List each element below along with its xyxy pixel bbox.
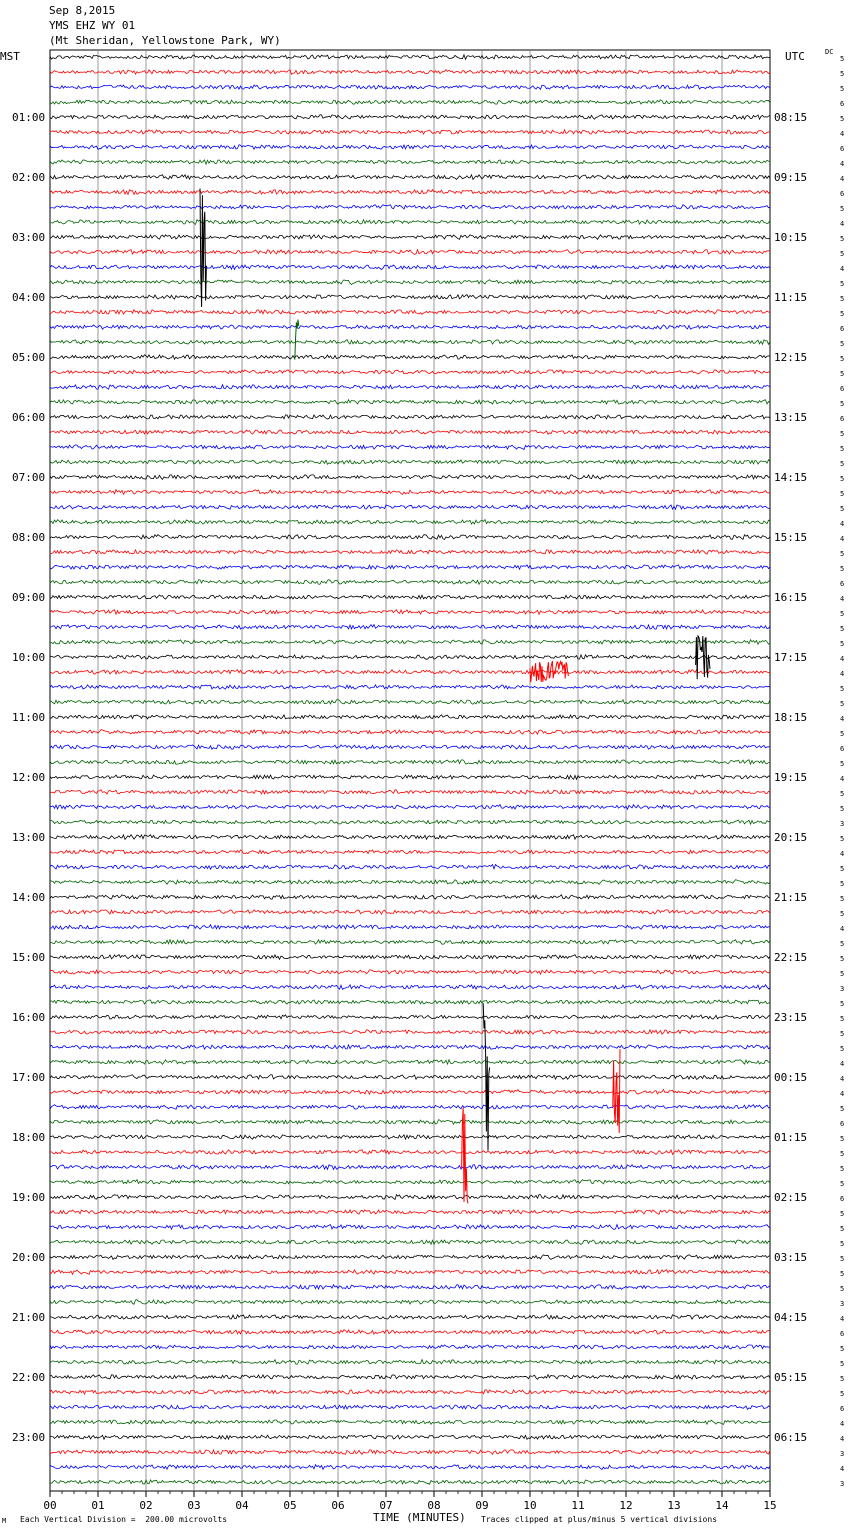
mst-hour-label: 08:00: [12, 531, 46, 544]
trace-row: [50, 1420, 770, 1425]
trace-row: [50, 385, 770, 390]
trace-row: [50, 85, 770, 89]
dc-value: 4: [840, 1435, 845, 1443]
mst-hour-label: 09:00: [12, 591, 46, 604]
trace-row: [50, 1465, 770, 1470]
dc-value: 5: [840, 505, 845, 513]
trace-row: [50, 1405, 770, 1409]
x-tick-label: 09: [475, 1499, 489, 1512]
mst-hour-label: 06:00: [12, 411, 46, 424]
utc-hour-label: 16:15: [774, 591, 808, 604]
trace-row: [50, 610, 770, 615]
trace-row: [50, 1300, 770, 1305]
dc-value: 5: [840, 955, 845, 963]
utc-label: UTC: [785, 50, 805, 63]
utc-hour-label: 23:15: [774, 1011, 808, 1024]
trace-row: [50, 1375, 770, 1380]
trace-row: [50, 175, 770, 180]
dc-value: 5: [840, 730, 845, 738]
utc-hour-label: 21:15: [774, 891, 808, 904]
mst-hour-label: 12:00: [12, 771, 46, 784]
trace-row: [50, 1285, 770, 1290]
dc-value: 5: [840, 295, 845, 303]
dc-value: 6: [840, 1405, 845, 1413]
mst-hour-label: 07:00: [12, 471, 46, 484]
dc-value: 5: [840, 1225, 845, 1233]
trace-row: [50, 1030, 770, 1034]
x-tick-label: 11: [571, 1499, 585, 1512]
mst-hour-label: 02:00: [12, 171, 46, 184]
trace-row: [50, 1105, 770, 1110]
x-tick-label: 08: [427, 1499, 441, 1512]
trace-row: [50, 580, 770, 585]
trace-row: [50, 250, 770, 255]
dc-value: 4: [840, 265, 845, 273]
dc-value: 5: [840, 460, 845, 468]
x-tick-label: 14: [715, 1499, 729, 1512]
mst-hour-label: 23:00: [12, 1431, 46, 1444]
trace-row: [50, 595, 770, 599]
x-tick-label: 02: [139, 1499, 153, 1512]
mst-hour-label: 10:00: [12, 651, 46, 664]
mst-hour-label: 04:00: [12, 291, 46, 304]
dc-value: 5: [840, 625, 845, 633]
dc-value: 5: [840, 1255, 845, 1263]
dc-value: 5: [840, 400, 845, 408]
trace-row: [50, 145, 770, 150]
trace-row: [50, 1330, 770, 1334]
mst-label: MST: [0, 50, 20, 63]
mst-hour-label: 21:00: [12, 1311, 46, 1324]
dc-value: 5: [840, 370, 845, 378]
trace-row: [50, 1135, 770, 1139]
dc-value: 5: [840, 790, 845, 798]
mst-hour-label: 19:00: [12, 1191, 46, 1204]
utc-hour-label: 15:15: [774, 531, 808, 544]
dc-value: 5: [840, 310, 845, 318]
dc-value: 5: [840, 280, 845, 288]
dc-value: 3: [840, 820, 845, 828]
dc-value: 4: [840, 1420, 845, 1428]
trace-row: [50, 1480, 770, 1484]
scale-note: Each Vertical Division = 200.00 microvolts: [20, 1515, 228, 1524]
dc-value: 4: [840, 220, 845, 228]
trace-row: [50, 1435, 770, 1440]
trace-row: [50, 955, 770, 960]
dc-value: 6: [840, 1195, 845, 1203]
dc-value: 5: [840, 85, 845, 93]
utc-hour-label: 04:15: [774, 1311, 808, 1324]
dc-value: 5: [840, 970, 845, 978]
trace-row: [50, 970, 770, 974]
trace-row: [50, 190, 770, 195]
dc-value: 6: [840, 1330, 845, 1338]
dc-value: 5: [840, 1375, 845, 1383]
trace-row: [50, 115, 770, 120]
dc-value: 4: [840, 925, 845, 933]
x-tick-label: 01: [91, 1499, 105, 1512]
dc-value: 5: [840, 490, 845, 498]
trace-row: [50, 1210, 770, 1215]
dc-value: 3: [840, 1480, 845, 1488]
trace-row: [50, 1360, 770, 1365]
dc-value: 5: [840, 1015, 845, 1023]
dc-value: 4: [840, 655, 845, 663]
dc-value: 4: [840, 160, 845, 168]
mst-hour-label: 14:00: [12, 891, 46, 904]
trace-row: [50, 1240, 770, 1244]
trace-row: [50, 490, 770, 495]
utc-hour-label: 06:15: [774, 1431, 808, 1444]
dc-value: 5: [840, 430, 845, 438]
trace-row: [50, 730, 770, 735]
dc-value: 3: [840, 985, 845, 993]
mst-hour-label: 13:00: [12, 831, 46, 844]
dc-value: 5: [840, 70, 845, 78]
mst-hour-label: 17:00: [12, 1071, 46, 1084]
dc-value: 5: [840, 910, 845, 918]
utc-hour-label: 03:15: [774, 1251, 808, 1264]
trace-row: [50, 835, 770, 840]
mst-hour-label: 11:00: [12, 711, 46, 724]
seismic-event: [295, 320, 299, 360]
dc-value: 5: [840, 1105, 845, 1113]
utc-hour-label: 10:15: [774, 231, 808, 244]
trace-row: [50, 535, 770, 540]
x-tick-label: 05: [283, 1499, 297, 1512]
x-tick-label: 15: [763, 1499, 777, 1512]
trace-row: [50, 520, 770, 525]
trace-row: [50, 370, 770, 374]
dc-value: 6: [840, 415, 845, 423]
trace-row: [50, 70, 770, 75]
dc-value: 5: [840, 250, 845, 258]
dc-value: 4: [840, 1465, 845, 1473]
dc-value: 5: [840, 880, 845, 888]
trace-row: [50, 130, 770, 134]
trace-row: [50, 700, 770, 705]
dc-value: 5: [840, 235, 845, 243]
dc-value: 5: [840, 1240, 845, 1248]
seismic-event: [483, 1003, 489, 1150]
trace-row: [50, 1270, 770, 1275]
trace-row: [50, 940, 770, 945]
trace-row: [50, 985, 770, 990]
dc-value: 6: [840, 190, 845, 198]
trace-row: [50, 910, 770, 914]
trace-row: [50, 655, 770, 660]
trace-row: [50, 625, 770, 630]
trace-row: [50, 880, 770, 885]
trace-row: [50, 1015, 770, 1019]
trace-row: [50, 1390, 770, 1394]
trace-row: [50, 1150, 770, 1155]
trace-row: [50, 1045, 770, 1049]
trace-row: [50, 235, 770, 240]
dc-value: 4: [840, 1315, 845, 1323]
dc-value: 5: [840, 1285, 845, 1293]
dc-value: 5: [840, 445, 845, 453]
trace-row: [50, 685, 770, 689]
x-tick-label: 13: [667, 1499, 681, 1512]
utc-hour-label: 18:15: [774, 711, 808, 724]
dc-value: 6: [840, 325, 845, 333]
utc-hour-label: 12:15: [774, 351, 808, 364]
utc-hour-label: 14:15: [774, 471, 808, 484]
dc-value: 4: [840, 535, 845, 543]
dc-value: 5: [840, 895, 845, 903]
dc-value: 6: [840, 745, 845, 753]
trace-row: [50, 1000, 770, 1004]
trace-row: [50, 400, 770, 405]
dc-value: 6: [840, 145, 845, 153]
trace-row: [50, 565, 770, 569]
utc-hour-label: 19:15: [774, 771, 808, 784]
dc-value: 4: [840, 1090, 845, 1098]
trace-row: [50, 850, 770, 854]
dc-value: 5: [840, 355, 845, 363]
trace-row: [50, 355, 770, 359]
trace-row: [50, 670, 770, 675]
dc-value: 4: [840, 1060, 845, 1068]
mst-hour-label: 03:00: [12, 231, 46, 244]
utc-hour-label: 22:15: [774, 951, 808, 964]
trace-row: [50, 1345, 770, 1349]
dc-value: 5: [840, 1390, 845, 1398]
dc-value: 5: [840, 1135, 845, 1143]
utc-hour-label: 11:15: [774, 291, 808, 304]
dc-value: 5: [840, 805, 845, 813]
trace-row: [50, 715, 770, 719]
trace-row: [50, 1255, 770, 1260]
trace-row: [50, 1120, 770, 1124]
trace-row: [50, 775, 770, 779]
trace-row: [50, 160, 770, 164]
dc-value: 4: [840, 775, 845, 783]
mst-hour-label: 20:00: [12, 1251, 46, 1264]
utc-hour-label: 00:15: [774, 1071, 808, 1084]
seismic-event: [696, 636, 710, 679]
clip-note: Traces clipped at plus/minus 5 vertical divisions: [481, 1515, 718, 1524]
dc-value: 5: [840, 1030, 845, 1038]
trace-row: [50, 1060, 770, 1065]
trace-row: [50, 1090, 770, 1095]
x-tick-label: 04: [235, 1499, 249, 1512]
dc-value: 4: [840, 130, 845, 138]
dc-value: 5: [840, 760, 845, 768]
dc-value: 6: [840, 100, 845, 108]
utc-hour-label: 09:15: [774, 171, 808, 184]
corner-mark: M: [2, 1517, 7, 1525]
mst-hour-label: 05:00: [12, 351, 46, 364]
dc-value: 4: [840, 670, 845, 678]
dc-value: 5: [840, 865, 845, 873]
utc-hour-label: 20:15: [774, 831, 808, 844]
dc-value: 5: [840, 1045, 845, 1053]
trace-row: [50, 925, 770, 930]
trace-row: [50, 460, 770, 465]
trace-row: [50, 1180, 770, 1184]
dc-value: 6: [840, 1120, 845, 1128]
dc-value: 6: [840, 385, 845, 393]
trace-row: [50, 864, 770, 869]
mst-hour-label: 22:00: [12, 1371, 46, 1384]
trace-row: [50, 820, 770, 824]
date-label: Sep 8,2015: [49, 4, 116, 17]
trace-row: [50, 310, 770, 315]
dc-value: 5: [840, 640, 845, 648]
dc-value: 5: [840, 115, 845, 123]
x-tick-label: 10: [523, 1499, 537, 1512]
trace-row: [50, 445, 770, 450]
dc-value: 4: [840, 175, 845, 183]
trace-row: [50, 1450, 770, 1455]
trace-row: [50, 265, 770, 269]
utc-hour-label: 17:15: [774, 651, 808, 664]
mst-hour-label: 18:00: [12, 1131, 46, 1144]
dc-value: 5: [840, 1180, 845, 1188]
dc-value: 5: [840, 610, 845, 618]
utc-hour-label: 02:15: [774, 1191, 808, 1204]
x-tick-label: 00: [43, 1499, 57, 1512]
dc-value: 5: [840, 565, 845, 573]
trace-row: [50, 790, 770, 794]
x-tick-label: 03: [187, 1499, 201, 1512]
trace-row: [50, 1315, 770, 1319]
dc-value: 5: [840, 940, 845, 948]
dc-value: 4: [840, 1075, 845, 1083]
utc-hour-label: 13:15: [774, 411, 808, 424]
trace-row: [50, 550, 770, 554]
mst-hour-label: 01:00: [12, 111, 46, 124]
dc-value: 4: [840, 715, 845, 723]
trace-row: [50, 1075, 770, 1080]
trace-row: [50, 415, 770, 419]
trace-row: [50, 295, 770, 299]
trace-row: [50, 100, 770, 104]
dc-value: 5: [840, 1360, 845, 1368]
dc-value: 5: [840, 1165, 845, 1173]
dc-value: 5: [840, 1150, 845, 1158]
trace-row: [50, 805, 770, 810]
trace-row: [50, 205, 770, 209]
x-tick-label: 06: [331, 1499, 345, 1512]
x-tick-label: 12: [619, 1499, 633, 1512]
dc-value: 3: [840, 1450, 845, 1458]
trace-row: [50, 430, 770, 434]
dc-value: 5: [840, 475, 845, 483]
trace-row: [50, 640, 770, 645]
dc-value: 6: [840, 580, 845, 588]
station-label: YMS EHZ WY 01: [49, 19, 136, 32]
trace-row: [50, 1225, 770, 1230]
dc-value: 5: [840, 205, 845, 213]
x-tick-label: 07: [379, 1499, 393, 1512]
dc-value: 5: [840, 835, 845, 843]
dc-value: 5: [840, 1210, 845, 1218]
trace-row: [50, 475, 770, 480]
dc-value: 5: [840, 55, 845, 63]
trace-row: [50, 280, 770, 285]
utc-hour-label: 05:15: [774, 1371, 808, 1384]
trace-row: [50, 745, 770, 749]
x-axis-title: TIME (MINUTES): [373, 1511, 466, 1524]
location-label: (Mt Sheridan, Yellowstone Park, WY): [49, 34, 281, 47]
dc-value: 4: [840, 850, 845, 858]
dc-value: 4: [840, 595, 845, 603]
trace-row: [50, 505, 770, 509]
mst-hour-label: 16:00: [12, 1011, 46, 1024]
dc-value: 5: [840, 550, 845, 558]
mst-hour-label: 15:00: [12, 951, 46, 964]
dc-value: 5: [840, 340, 845, 348]
trace-row: [50, 325, 770, 329]
dc-value: 5: [840, 1270, 845, 1278]
dc-value: 5: [840, 1000, 845, 1008]
trace-row: [50, 55, 770, 60]
dc-label: DC: [825, 48, 834, 56]
seismic-event: [530, 661, 568, 682]
utc-hour-label: 08:15: [774, 111, 808, 124]
dc-value: 5: [840, 1345, 845, 1353]
dc-value: 4: [840, 520, 845, 528]
trace-row: [50, 760, 770, 765]
trace-row: [50, 340, 770, 345]
seismic-event: [462, 1107, 468, 1203]
trace-row: [50, 1165, 770, 1170]
dc-value: 5: [840, 685, 845, 693]
dc-value: 5: [840, 700, 845, 708]
trace-row: [50, 895, 770, 899]
trace-row: [50, 1195, 770, 1200]
dc-value: 3: [840, 1300, 845, 1308]
utc-hour-label: 01:15: [774, 1131, 808, 1144]
trace-row: [50, 220, 770, 225]
